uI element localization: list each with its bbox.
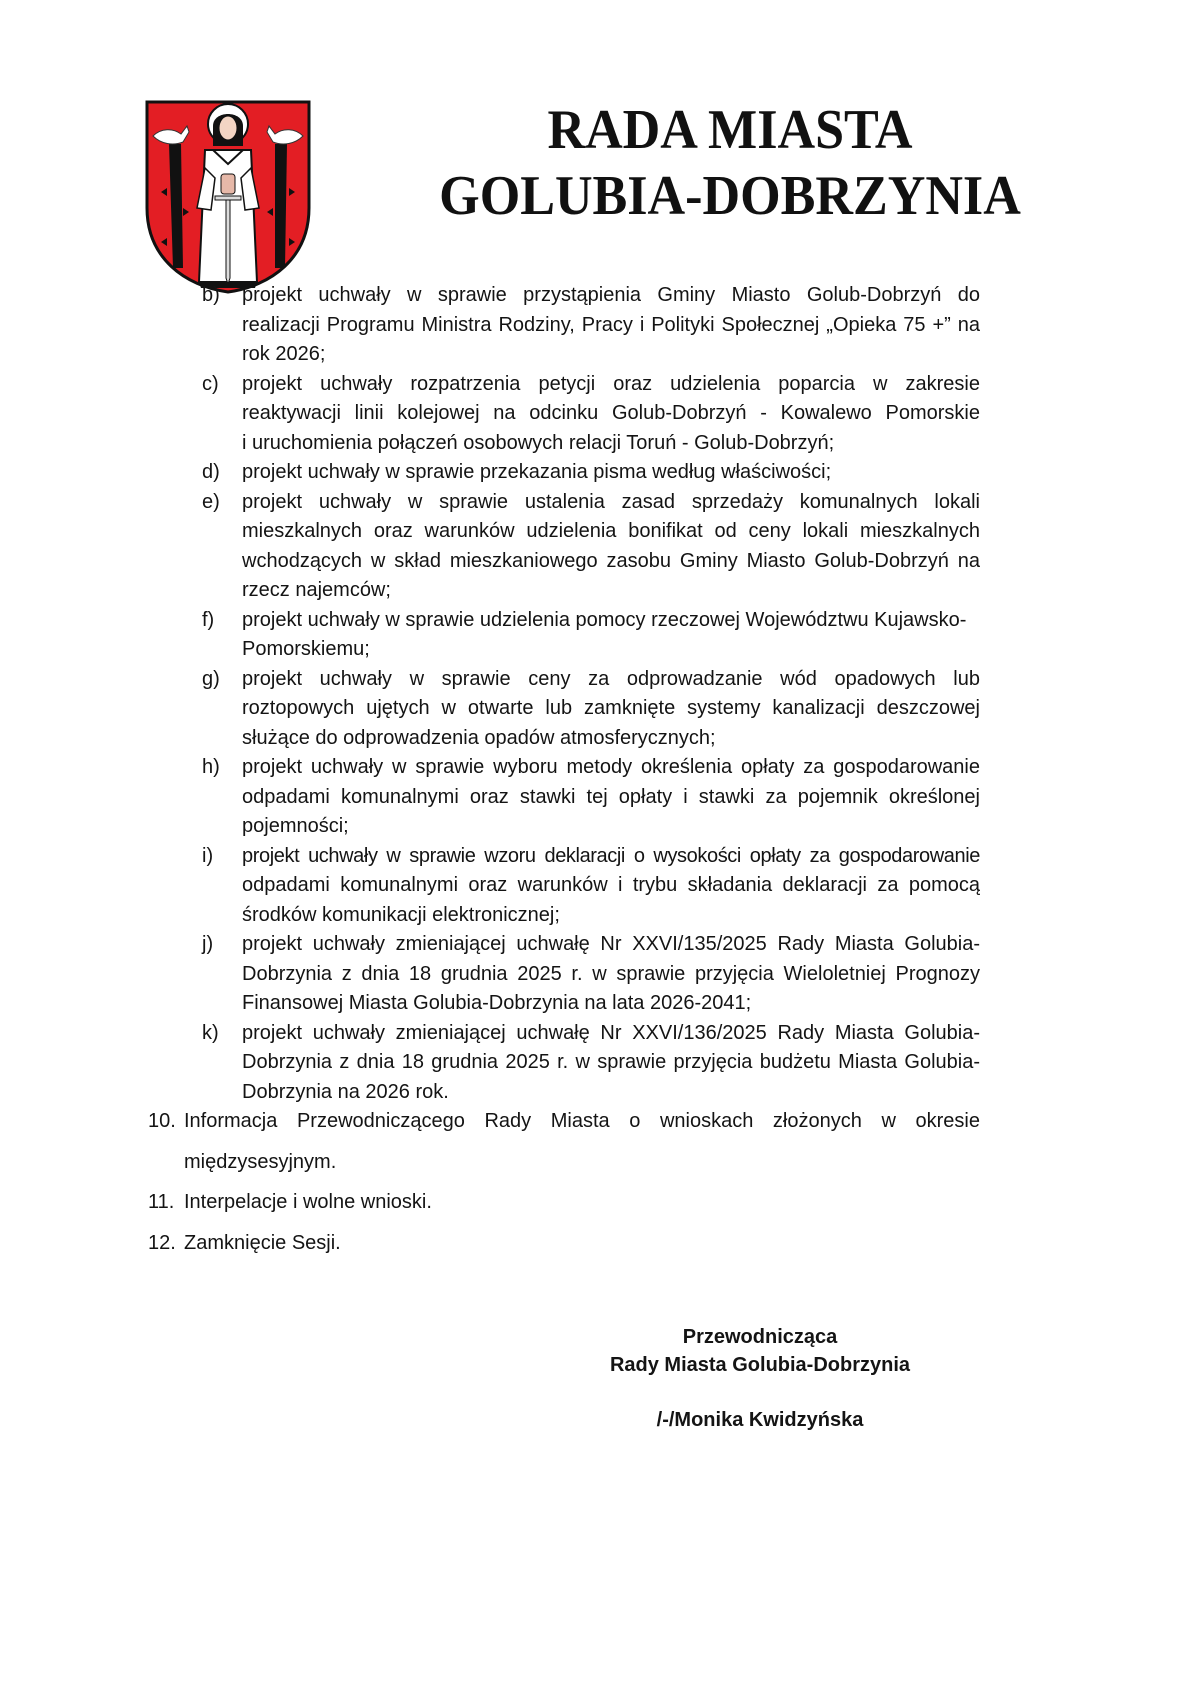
list-item-label: f) [202,609,215,631]
agenda-item-line: Informacja Przewodniczącego Rady Miasta o wnioskach złożonych w okresie [184,1110,980,1132]
list-item-line: rzecz najemców; [242,579,391,601]
list-item-label: b) [202,284,220,306]
list-item-line: projekt uchwały w sprawie wyboru metody określenia opłaty za gospodarowanie [242,756,980,778]
list-item-line: projekt uchwały zmieniającej uchwałę Nr XXVI/135/2025 Rady Miasta Golubia- [242,933,980,955]
list-item-line: roztopowych ujętych w otwarte lub zamknięte systemy kanalizacji deszczowej [242,697,980,719]
signature-body: Rady Miasta Golubia-Dobrzynia [609,1354,911,1376]
list-item-label: h) [202,756,220,778]
list-item-line: środków komunikacji elektronicznej; [242,904,560,926]
list-item-line: projekt uchwały w sprawie ustalenia zasad sprzedaży komunalnych lokali [242,491,980,513]
list-item-line: realizacji Programu Ministra Rodziny, Pracy i Polityki Społecznej „Opieka 75 +” na [242,314,980,336]
list-item-line: projekt uchwały w sprawie przekazania pisma według właściwości; [242,461,832,483]
list-item-line: projekt uchwały w sprawie wzoru deklaracji o wysokości opłaty za gospodarowanie [242,845,980,867]
page-title [340,92,1120,227]
coat-of-arms-icon [143,98,313,294]
signature-role: Przewodnicząca [682,1326,838,1348]
list-item-line: wchodzących w skład mieszkaniowego zasobu Gminy Miasto Golub-Dobrzyń na [242,550,980,572]
title-line-1: RADA MIASTA [547,99,913,161]
list-item-label: j) [202,933,214,955]
list-item-line: odpadami komunalnymi oraz stawki tej opłaty i stawki za pojemnik określonej [242,786,980,808]
list-item-line: projekt uchwały w sprawie ceny za odprowadzanie wód opadowych lub [242,668,980,690]
agenda-item-number: 11. [148,1191,175,1213]
list-item-line: Dobrzynia na 2026 rok. [242,1081,449,1103]
list-item-line: pojemności; [242,815,349,837]
list-item-line: projekt uchwały rozpatrzenia petycji oraz udzielenia poparcia w zakresie [242,373,980,395]
agenda-item-line: międzysesyjnym. [184,1151,337,1173]
agenda-item-line: Interpelacje i wolne wnioski. [184,1191,432,1213]
list-item-line: reaktywacji linii kolejowej na odcinku Golub-Dobrzyń - Kowalewo Pomorskie [242,402,980,424]
title-line-2: GOLUBIA-DOBRZYNIA [439,165,1021,227]
list-item-line: odpadami komunalnymi oraz warunków i trybu składania deklaracji za pomocą [242,874,980,896]
list-item-line: projekt uchwały w sprawie przystąpienia Gminy Miasto Golub-Dobrzyń do [242,284,980,306]
signature-name: /-/Monika Kwidzyńska [656,1409,864,1431]
list-item-line: służące do odprowadzenia opadów atmosferycznych; [242,727,716,749]
list-item-label: c) [202,373,219,395]
list-item-line: rok 2026; [242,343,326,365]
list-item-label: e) [202,491,220,513]
list-item-line: projekt uchwały zmieniającej uchwałę Nr XXVI/136/2025 Rady Miasta Golubia- [242,1022,980,1044]
agenda-item-line: Zamknięcie Sesji. [184,1232,341,1254]
list-item-line: projekt uchwały w sprawie udzielenia pomocy rzeczowej Województwu Kujawsko- [242,609,967,631]
list-item-line: i uruchomienia połączeń osobowych relacji Toruń - Golub-Dobrzyń; [242,432,835,454]
list-item-line: Dobrzynia z dnia 18 grudnia 2025 r. w sprawie przyjęcia Wieloletniej Prognozy [242,963,980,985]
list-item-label: i) [202,845,214,867]
list-item-line: mieszkalnych oraz warunków udzielenia bonifikat od ceny lokali mieszkalnych [242,520,980,542]
agenda-item-number: 12. [148,1232,176,1254]
list-item-label: d) [202,461,220,483]
list-item-line: Pomorskiemu; [242,638,370,660]
list-item-label: g) [202,668,220,690]
list-item-line: Dobrzynia z dnia 18 grudnia 2025 r. w sprawie przyjęcia budżetu Miasta Golubia- [242,1051,980,1073]
list-item-line: Finansowej Miasta Golubia-Dobrzynia na lata 2026-2041; [242,992,752,1014]
agenda-item-number: 10. [148,1110,176,1132]
list-item-label: k) [202,1022,219,1044]
